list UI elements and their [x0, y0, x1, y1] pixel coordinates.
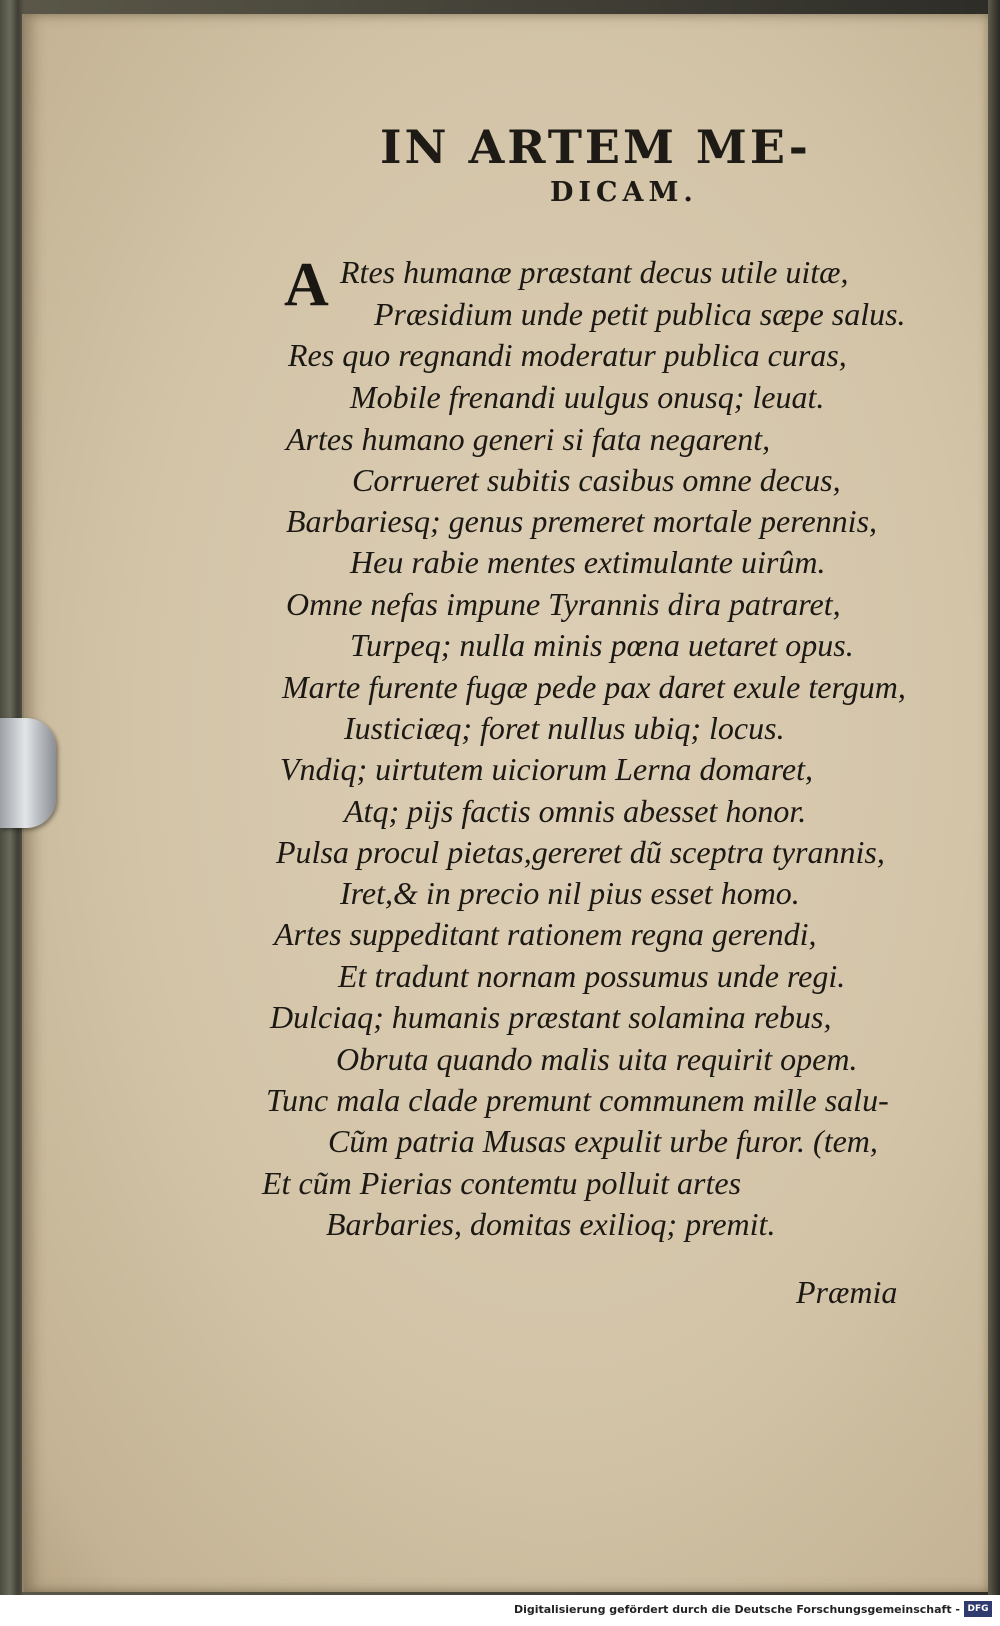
- poem-line: Iusticiæq; foret nullus ubiq; locus.: [344, 710, 785, 746]
- dfg-logo: DFG: [964, 1601, 992, 1617]
- poem-line: Pulsa procul pietas,gereret dũ sceptra tyrannis,: [276, 834, 885, 870]
- poem-line: Vndiq; uirtutem uiciorum Lerna domaret,: [280, 751, 813, 787]
- poem-line: Et tradunt nornam possumus unde regi.: [338, 958, 846, 994]
- poem-line: Marte furente fugæ pede pax daret exule tergum,: [282, 669, 906, 705]
- poem-line: Præsidium unde petit publica sæpe salus.: [374, 296, 906, 332]
- poem-line: Omne nefas impune Tyrannis dira patraret,: [286, 586, 841, 622]
- poem-line: Et cũm Pierias contemtu polluit artes: [262, 1165, 742, 1201]
- drop-cap: A: [284, 251, 329, 319]
- poem-line: Obruta quando malis uita requirit opem.: [336, 1041, 858, 1077]
- poem-line: Dulciaq; humanis præstant solamina rebus,: [270, 999, 832, 1035]
- poem-line: Barbaries, domitas exilioq; premit.: [326, 1206, 776, 1242]
- catchword: Præmia: [796, 1274, 898, 1310]
- poem-line: Artes humano generi si fata negarent,: [286, 421, 771, 457]
- poem-line: Tunc mala clade premunt communem mille salu-: [266, 1082, 889, 1118]
- footer-bar: [0, 1595, 1000, 1626]
- funding-note: Digitalisierung gefördert durch die Deutsche Forschungsgemeinschaft -: [513, 1603, 960, 1616]
- poem-line: Barbariesq; genus premeret mortale perennis,: [286, 503, 878, 539]
- page-title: IN ARTEM ME-: [380, 120, 811, 174]
- page-subtitle: DICAM.: [550, 177, 698, 208]
- poem-line: Mobile frenandi uulgus onusq; leuat.: [350, 379, 825, 415]
- poem-line: Heu rabie mentes extimulante uirûm.: [350, 544, 826, 580]
- poem-line: Res quo regnandi moderatur publica curas,: [288, 337, 847, 373]
- poem-line: Corrueret subitis casibus omne decus,: [352, 462, 841, 498]
- poem-line: Iret,& in precio nil pius esset homo.: [340, 875, 800, 911]
- poem-line: Cũm patria Musas expulit urbe furor. (tem,: [328, 1123, 878, 1159]
- poem-line: Artes suppeditant rationem regna gerendi,: [274, 916, 817, 952]
- poem-line: Atq; pijs factis omnis abesset honor.: [344, 793, 807, 829]
- poem-line: Rtes humanæ præstant decus utile uitæ,: [340, 254, 849, 290]
- poem-line: Turpeq; nulla minis pœna uetaret opus.: [350, 627, 854, 663]
